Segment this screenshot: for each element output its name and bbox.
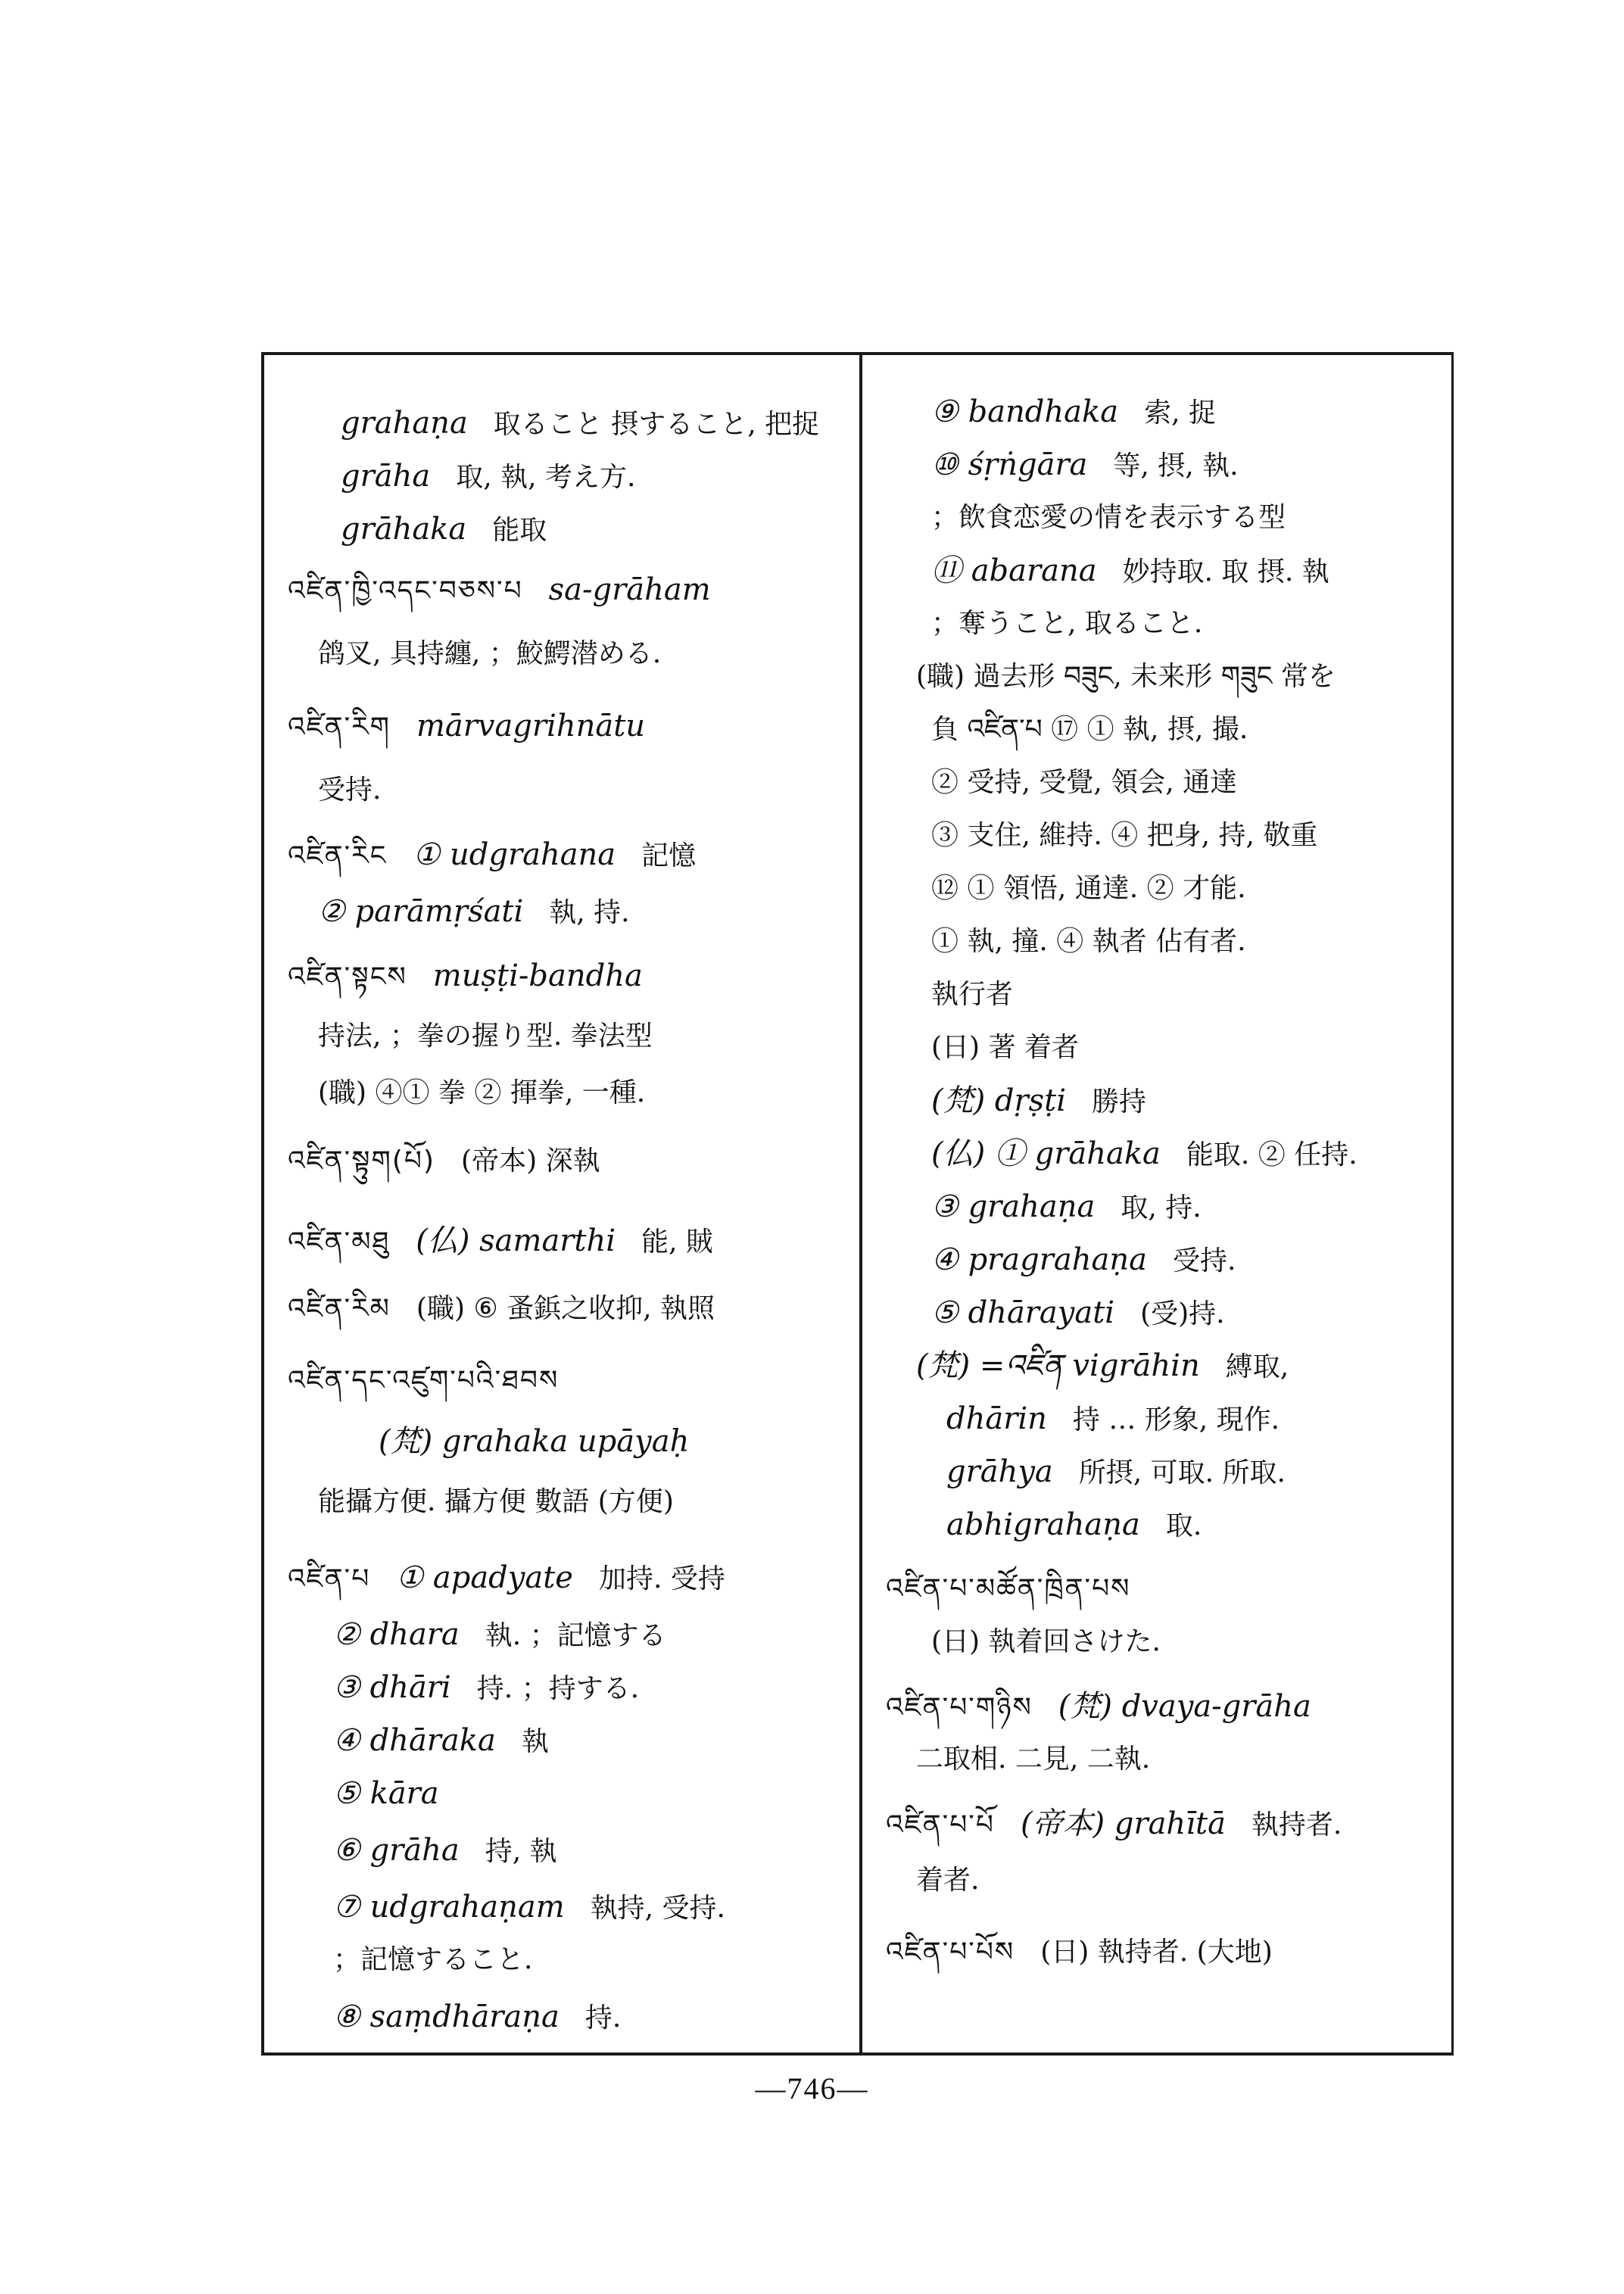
japanese-gloss: ① 執, 撞. ④ 執者 佔有者. [931,926,1246,957]
sanskrit-term: (梵) dṛṣṭi [931,1083,1067,1118]
left-entry-line [333,1942,532,1978]
right-entry-line [931,447,1239,485]
sanskrit-term: ⑨ bandhaka [931,394,1119,429]
japanese-gloss: 持, 執 [485,1836,557,1867]
tibetan-headword: འཛིན་པ་མཚོན་ཁྲིན་པས [886,1573,1131,1604]
tibetan-headword: འཛིན་རིང [288,840,388,871]
left-entry-line [333,1775,439,1813]
right-entry-line [931,924,1246,960]
japanese-gloss: 負 འཛིན་པ ⑰ ① 執, 摂, 撮. [931,714,1248,745]
tibetan-headword: འཛིན་རིག [288,712,391,743]
sanskrit-term: ⑤ kāra [333,1776,439,1811]
japanese-gloss: (職) ④① 拳 ② 揮拳, 一種. [318,1077,646,1108]
sanskrit-term: ⑪ abarana [931,553,1097,588]
japanese-gloss: 執, 持. [549,897,630,928]
sanskrit-term: ④ dhāraka [333,1723,496,1758]
japanese-gloss: (日) 著 着者 [931,1032,1079,1063]
right-entry-line [931,500,1286,536]
left-entry-line [333,1616,666,1654]
right-entry-line [946,1454,1286,1491]
right-entry-line [946,1401,1280,1438]
left-entry-line [288,1560,725,1597]
japanese-gloss: ；記憶すること. [333,1944,533,1975]
sanskrit-term: muṣṭi-bandha [432,958,643,993]
sanskrit-term: grahaṇa [341,406,468,441]
left-entry-line [318,772,381,809]
right-entry-line [931,871,1246,907]
sanskrit-term: (梵) dvaya-grāha [1058,1689,1311,1724]
left-entry-line [341,405,819,443]
right-entry-line [886,1806,1342,1844]
japanese-gloss: (職) 過去形 བཟུང, 未来形 གཟུང 常を [916,661,1336,692]
japanese-gloss: (受)持. [1140,1298,1225,1329]
right-entry-line [916,1862,979,1899]
right-entry-line [931,1083,1146,1121]
tibetan-headword: འཛིན་པ་གཉིས [886,1692,1033,1723]
left-entry-line [288,837,696,874]
right-entry-line [931,1242,1236,1279]
right-entry-line [916,659,1336,695]
tibetan-headword: འཛིན་ཁྱི་འདང་བཅས་པ [288,575,523,606]
japanese-gloss: 二取相. 二見, 二執. [916,1744,1151,1775]
sanskrit-term: grāhya [946,1454,1053,1489]
right-entry-line [931,765,1237,801]
japanese-gloss: 能, 賊 [641,1226,713,1258]
japanese-gloss: 取, 執, 考え方. [456,462,636,493]
japanese-gloss: (日) 執持者. (大地) [1040,1937,1273,1968]
sanskrit-term: ③ dhāri [333,1670,451,1705]
japanese-gloss: 持. ；持する. [476,1673,640,1704]
sanskrit-term: ⑦ udgrahaṇam [333,1890,565,1925]
column-divider [859,352,862,2056]
left-entry-line [318,893,630,931]
right-entry-line [886,1571,1130,1607]
right-entry-line [886,1934,1273,1971]
sanskrit-term: (仏) samarthi [416,1223,616,1258]
left-entry-line [288,572,711,609]
left-entry-line [318,1075,645,1111]
left-entry-line [318,636,661,672]
right-entry-line [931,818,1317,854]
sanskrit-term: grāhaka [341,512,467,547]
right-entry-line [931,712,1248,748]
japanese-gloss: ② 受持, 受覺, 領会, 通達 [931,767,1238,798]
sanskrit-term: (梵) grahaka upāyaḥ [379,1424,690,1459]
right-entry-line [931,1030,1079,1066]
japanese-gloss: 持法, ；拳の握り型. 拳法型 [318,1021,653,1052]
japanese-gloss: ；奪うこと, 取ること. [931,608,1203,639]
left-entry-line [288,1363,559,1399]
right-entry-line [946,1507,1202,1544]
left-entry-line [341,511,547,549]
left-entry-line [333,1669,639,1707]
japanese-gloss: 執 [521,1726,549,1757]
sanskrit-term: grāha [341,459,431,494]
japanese-gloss: 記憶 [641,840,697,871]
sanskrit-term: ⑧ saṃdhāraṇa [333,1999,560,2034]
japanese-gloss: 鸽叉, 具持纏, ；鮫鰐潜める. [318,638,662,669]
tibetan-headword: འཛིན་པ་པོས [886,1937,1015,1968]
sanskrit-term: ② dhara [333,1617,460,1652]
left-entry-line [333,1889,725,1927]
sanskrit-term: sa-grāham [548,572,711,607]
japanese-gloss: 受持. [1172,1245,1236,1276]
japanese-gloss: 能攝方便. 攝方便 數語 (方便) [318,1486,674,1517]
left-entry-line [333,1832,557,1870]
left-entry-line [318,1484,674,1520]
sanskrit-term: dhārin [946,1401,1047,1436]
tibetan-headword: འཛིན་སྟུག(པོ) [288,1145,436,1177]
tibetan-headword: འཛིན་དང་འཛུག་པའི་ཐབས [288,1365,560,1396]
right-entry-line [916,1348,1289,1385]
right-entry-line [931,394,1216,432]
japanese-gloss: 能取 [492,515,547,546]
sanskrit-term: mārvagrihnātu [416,709,646,743]
japanese-gloss: 執持者. [1251,1809,1342,1840]
tibetan-headword: འཛིན་རིམ [288,1293,391,1324]
sanskrit-term: (仏) ① grāhaka [931,1136,1161,1171]
japanese-gloss: 執行者 [931,979,1014,1010]
tibetan-headword: འཛིན་མཐུ [288,1226,391,1258]
right-entry-line [916,1741,1150,1778]
left-entry-line [318,1018,653,1055]
right-entry-line [931,606,1202,642]
left-entry-line [379,1423,689,1461]
japanese-gloss: ⑫ ① 領悟, 通達. ② 才能. [931,873,1246,904]
japanese-gloss: 受持. [318,775,382,806]
sanskrit-term: ③ grahaṇa [931,1189,1096,1224]
right-entry-line [931,1136,1357,1173]
right-entry-line [931,1295,1225,1332]
left-entry-line [288,1291,715,1327]
japanese-gloss: 執. ；記憶する [485,1620,666,1651]
japanese-gloss: 着者. [916,1865,980,1896]
tibetan-headword: འཛིན་སྟངས [288,962,407,993]
japanese-gloss: 取. [1165,1510,1202,1541]
japanese-gloss: 等, 摂, 執. [1113,450,1239,482]
sanskrit-term: (帝本) grahītā [1020,1806,1226,1841]
japanese-gloss: 取, 持. [1121,1192,1202,1223]
japanese-gloss: 加持. 受持 [598,1563,725,1594]
japanese-gloss: 索, 捉 [1144,397,1216,429]
left-entry-line [333,1999,621,2037]
right-entry-line [931,1624,1161,1660]
right-entry-line [931,1189,1202,1226]
japanese-gloss: 執持, 受持. [590,1893,726,1924]
sanskrit-term: ⑤ dhārayati [931,1295,1115,1330]
japanese-gloss: 妙持取. 取 摂. 執 [1122,556,1329,588]
right-entry-line [931,553,1329,591]
left-entry-line [333,1722,549,1760]
page-number: —746— [755,2071,869,2105]
right-entry-line [886,1688,1311,1726]
sanskrit-term: ② parāmṛśati [318,894,524,929]
japanese-gloss: 所摂, 可取. 所取. [1078,1457,1286,1488]
tibetan-headword: འཛིན་པ་པོ [886,1809,995,1840]
japanese-gloss: ；飲食恋愛の情を表示する型 [931,502,1286,533]
left-entry-line [288,1223,713,1261]
japanese-gloss: 持 … 形象, 現作. [1072,1404,1280,1435]
japanese-gloss: ③ 支住, 維持. ④ 把身, 持, 敬重 [931,820,1318,851]
sanskrit-term: abhigrahaṇa [946,1507,1140,1542]
japanese-gloss: (職) ⑥ 蚤鋲之收抑, 執照 [416,1293,715,1324]
sanskrit-term: ⑩ śṛṅgāra [931,447,1088,482]
sanskrit-term: ⑥ grāha [333,1833,460,1868]
sanskrit-term: ① udgrahana [413,837,616,872]
japanese-gloss: 取ること 摂すること, 把捉 [493,409,820,440]
japanese-gloss: 勝持 [1092,1086,1147,1117]
japanese-gloss: 持. [584,2003,622,2034]
left-entry-line [288,958,643,996]
left-entry-line [288,708,645,746]
right-entry-line [931,977,1013,1013]
left-entry-line [288,1143,600,1180]
sanskrit-term: ① apadyate [396,1560,573,1595]
sanskrit-term: ④ pragrahaṇa [931,1242,1147,1277]
japanese-gloss: (日) 執着回さけた. [931,1626,1161,1657]
japanese-gloss: (帝本) 深執 [461,1145,600,1177]
japanese-gloss: 縛取, [1225,1351,1289,1382]
left-entry-line [341,458,635,496]
sanskrit-term: (梵) =འཛིན vigrāhin [916,1348,1200,1383]
tibetan-headword: འཛིན་པ [288,1563,371,1594]
japanese-gloss: 能取. ② 任持. [1186,1139,1357,1170]
